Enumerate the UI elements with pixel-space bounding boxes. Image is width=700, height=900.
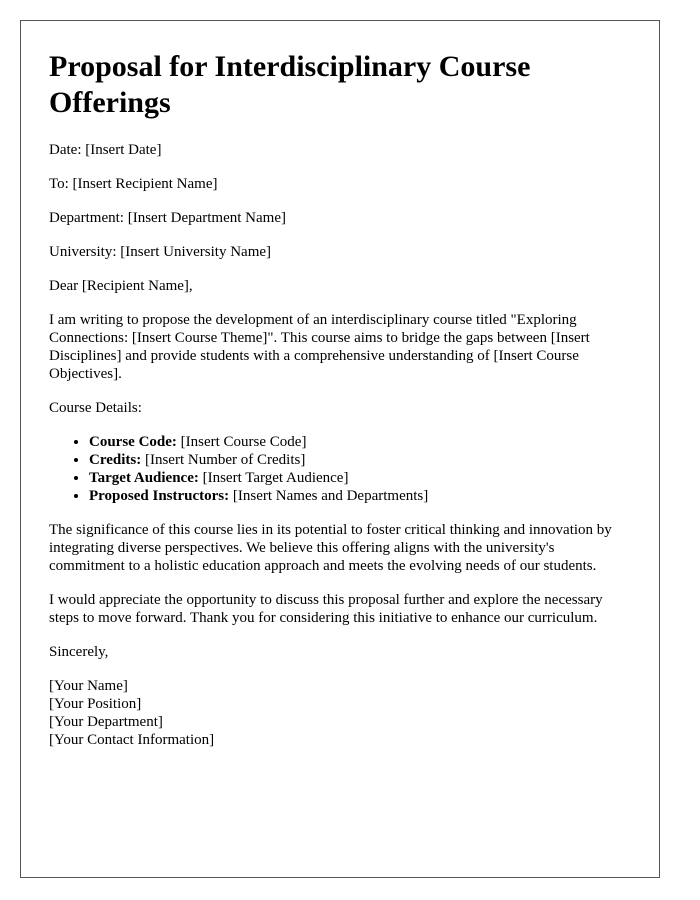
significance-paragraph: The significance of this course lies in its potential to foster critical thinking and innovation by integrating diverse perspectives. We believe this offering aligns with the university's commitment to a holistic education approach and meets the evolving needs of our students. bbox=[49, 522, 612, 574]
university-field: University: [Insert University Name] bbox=[49, 244, 272, 260]
salutation: Dear [Recipient Name], bbox=[49, 278, 193, 294]
detail-value: [Insert Target Audience] bbox=[198, 470, 349, 486]
detail-value: [Insert Names and Departments] bbox=[229, 488, 429, 504]
detail-value: [Insert Number of Credits] bbox=[141, 452, 306, 468]
signature-name: [Your Name] bbox=[49, 678, 128, 694]
department-field: Department: [Insert Department Name] bbox=[49, 210, 286, 226]
intro-paragraph: I am writing to propose the development of an interdisciplinary course titled "Exploring Connections: [Insert Course Theme]". This course aims to bridge the gaps between [Insert Disciplines] and provide students with a comprehensive understanding of [Insert Course Objectives]. bbox=[49, 312, 590, 382]
detail-label: Target Audience: bbox=[89, 470, 199, 486]
signature-position: [Your Position] bbox=[49, 696, 142, 712]
letter-page bbox=[20, 20, 660, 878]
detail-value: [Insert Course Code] bbox=[176, 434, 307, 450]
course-details-heading: Course Details: bbox=[49, 400, 142, 416]
recipient-field: To: [Insert Recipient Name] bbox=[49, 176, 218, 192]
detail-label: Credits: bbox=[89, 452, 142, 468]
course-details-list bbox=[49, 433, 631, 505]
date-field: Date: [Insert Date] bbox=[49, 142, 162, 158]
list-item bbox=[89, 451, 631, 469]
page-title: Proposal for Interdisciplinary Course Offerings bbox=[49, 50, 531, 119]
signature-contact: [Your Contact Information] bbox=[49, 732, 215, 748]
detail-label: Course Code: bbox=[89, 434, 177, 450]
detail-label: Proposed Instructors: bbox=[89, 488, 230, 504]
list-item bbox=[89, 433, 631, 451]
closing-paragraph: I would appreciate the opportunity to discuss this proposal further and explore the necessary steps to move forward. Thank you for considering this initiative to enhance our curriculum. bbox=[49, 592, 603, 626]
signature-block bbox=[49, 677, 631, 749]
sign-off: Sincerely, bbox=[49, 644, 109, 660]
list-item bbox=[89, 487, 631, 505]
list-item bbox=[89, 469, 631, 487]
signature-department: [Your Department] bbox=[49, 714, 163, 730]
